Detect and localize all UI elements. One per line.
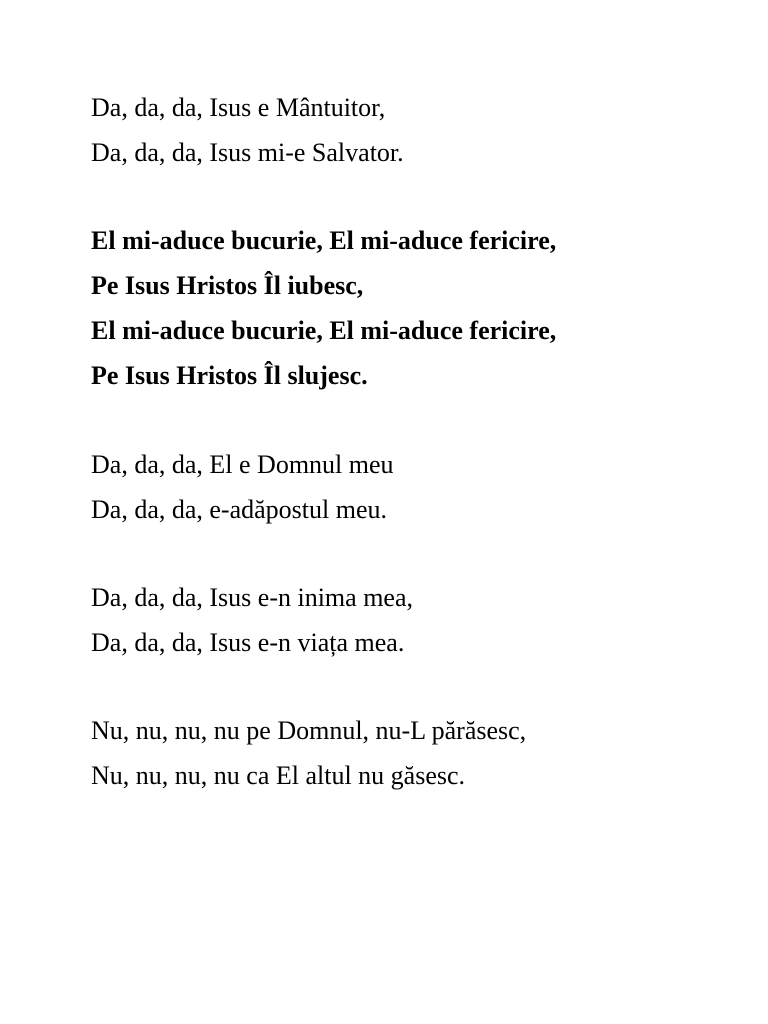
stanza-5 — [91, 708, 731, 798]
stanza-line: Da, da, da, e-adăpostul meu. — [91, 495, 388, 524]
stanza-line: Da, da, da, El e Domnul meu — [91, 450, 394, 479]
chorus-line: Pe Isus Hristos Îl slujesc. — [91, 361, 368, 390]
stanza-4 — [91, 575, 731, 665]
stanza-2-chorus — [91, 218, 731, 398]
stanza-line: Da, da, da, Isus e-n viața mea. — [91, 628, 405, 657]
chorus-line: El mi-aduce bucurie, El mi-aduce fericire, — [91, 226, 557, 255]
chorus-line: Pe Isus Hristos Îl iubesc, — [91, 271, 364, 300]
stanza-line: Da, da, da, Isus mi-e Salvator. — [91, 138, 404, 167]
stanza-1 — [91, 85, 731, 175]
stanza-line: Nu, nu, nu, nu pe Domnul, nu-L părăsesc, — [91, 716, 527, 745]
document-page — [91, 85, 731, 842]
stanza-line: Da, da, da, Isus e-n inima mea, — [91, 583, 414, 612]
stanza-line: Nu, nu, nu, nu ca El altul nu găsesc. — [91, 761, 466, 790]
stanza-3 — [91, 442, 731, 532]
stanza-line: Da, da, da, Isus e Mântuitor, — [91, 93, 386, 122]
chorus-line: El mi-aduce bucurie, El mi-aduce fericire, — [91, 316, 557, 345]
